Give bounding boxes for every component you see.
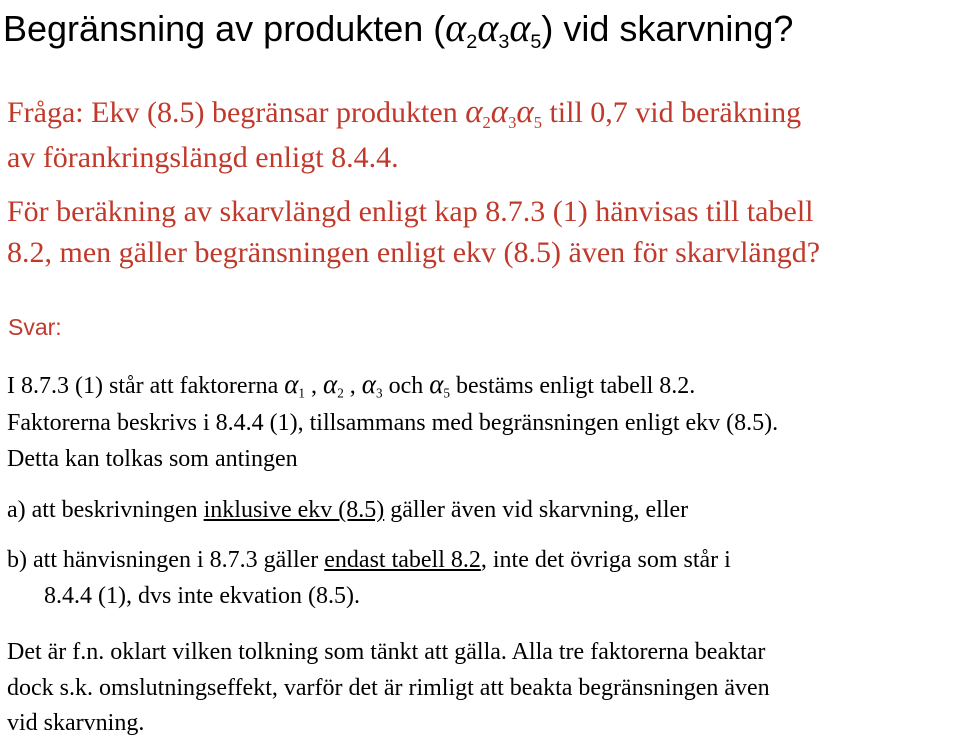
title-prefix: Begränsning av produkten ( xyxy=(3,8,446,49)
answer-text: I 8.7.3 (1) står att faktorerna xyxy=(7,373,285,399)
question-line-4: 8.2, men gäller begränsningen enligt ekv (8.5) även för skarvlängd? xyxy=(7,236,821,269)
option-text: gäller även vid skarvning, eller xyxy=(384,497,689,523)
alpha-symbol: α xyxy=(429,369,444,399)
option-b xyxy=(7,547,731,574)
subscript: 3 xyxy=(375,385,383,401)
subscript: 2 xyxy=(466,30,478,53)
answer-text: bestäms enligt tabell 8.2. xyxy=(450,373,696,399)
option-a xyxy=(7,497,688,524)
question-line-1 xyxy=(7,94,801,133)
subscript: 3 xyxy=(498,30,510,53)
option-b-continued: 8.4.4 (1), dvs inte ekvation (8.5). xyxy=(44,583,360,609)
subscript: 5 xyxy=(533,112,542,132)
alpha-symbol: α xyxy=(509,5,531,50)
alpha-symbol: α xyxy=(516,94,534,130)
answer-line-3: Detta kan tolkas som antingen xyxy=(7,446,298,472)
option-text: a) att beskrivningen xyxy=(7,497,204,523)
underlined-text: endast tabell 8.2 xyxy=(324,547,481,573)
question-line-3: För beräkning av skarvlängd enligt kap 8.7.3 (1) hänvisas till tabell xyxy=(7,195,814,228)
slide-title xyxy=(3,4,793,54)
alpha-symbol: α xyxy=(284,369,299,399)
subscript: 2 xyxy=(337,385,344,401)
subscript: 5 xyxy=(443,385,450,401)
alpha-symbol: α xyxy=(323,369,338,399)
question-text: Fråga: Ekv (8.5) begränsar produkten xyxy=(7,96,466,129)
question-text: till 0,7 vid beräkning xyxy=(541,96,802,129)
subscript: 5 xyxy=(530,30,542,53)
underlined-text: inklusive ekv (8.5) xyxy=(203,497,385,523)
separator: och xyxy=(382,373,430,399)
conclusion-line-3: vid skarvning. xyxy=(7,710,145,736)
separator: , xyxy=(343,373,362,399)
subscript: 2 xyxy=(482,112,491,132)
title-suffix: ) vid skarvning? xyxy=(541,8,794,49)
answer-line-2: Faktorerna beskrivs i 8.4.4 (1), tillsammans med begränsningen enligt ekv (8.5). xyxy=(7,410,779,436)
conclusion-line-1: Det är f.n. oklart vilken tolkning som tänkt att gälla. Alla tre faktorerna beaktar xyxy=(7,639,766,665)
option-text: , inte det övriga som står i xyxy=(480,547,731,573)
alpha-symbol: α xyxy=(490,94,509,130)
alpha-symbol: α xyxy=(361,369,376,399)
answer-label: Svar: xyxy=(8,314,62,340)
alpha-symbol: α xyxy=(477,5,499,50)
separator: , xyxy=(305,373,323,399)
alpha-symbol: α xyxy=(465,94,483,130)
subscript: 1 xyxy=(298,385,305,401)
option-text: b) att hänvisningen i 8.7.3 gäller xyxy=(7,547,325,573)
subscript: 3 xyxy=(508,112,517,132)
question-line-2: av förankringslängd enligt 8.4.4. xyxy=(7,141,399,174)
conclusion-line-2: dock s.k. omslutningseffekt, varför det är rimligt att beakta begränsningen även xyxy=(7,675,770,701)
answer-line-1 xyxy=(7,369,695,402)
alpha-symbol: α xyxy=(445,5,467,50)
